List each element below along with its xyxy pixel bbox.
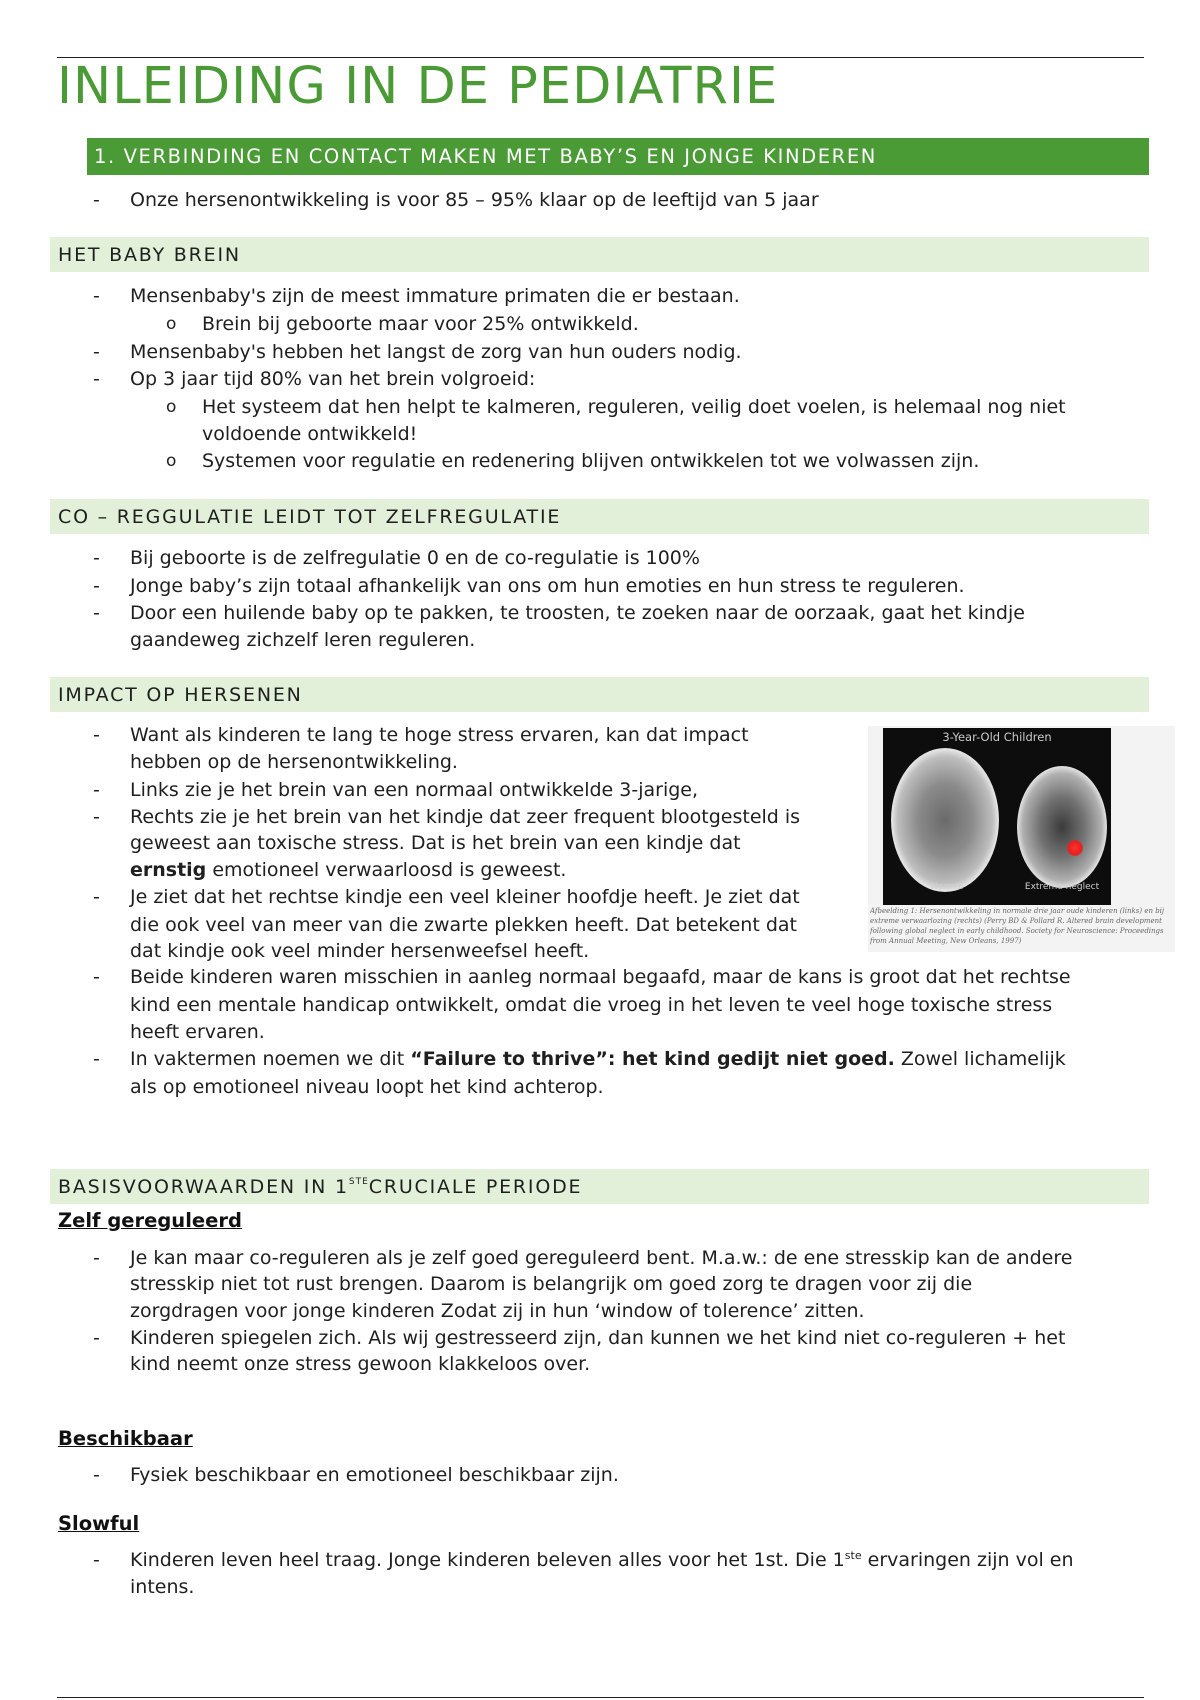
list-item-continuation: die ook veel van meer van die zwarte plekken heeft. Dat betekent dat [130, 914, 797, 936]
list-item-continuation: heeft ervaren. [130, 1021, 265, 1043]
bullet-dash: - [93, 806, 100, 828]
list-item-continuation: als op emotioneel niveau loopt het kind achterop. [130, 1076, 604, 1098]
section-heading-basisvoorwaarden [50, 1169, 1149, 1204]
bullet-dash: - [93, 1464, 100, 1486]
list-item: Mensenbaby's hebben het langst de zorg van hun ouders nodig. [130, 341, 742, 363]
figure-label-neglect: Extreme neglect [1024, 882, 1100, 892]
section-heading-coregulatie: CO – REGGULATIE LEIDT TOT ZELFREGULATIE [50, 499, 1149, 534]
list-item-continuation: kind neemt onze stress gewoon klakkeloos over. [130, 1353, 591, 1375]
bullet-dash: - [93, 341, 100, 363]
list-item-continuation [130, 857, 566, 884]
superscript: STE [348, 1176, 369, 1187]
list-item-continuation: zorgdragen voor jonge kinderen Zodat zij in hun ‘window of tolerence’ zitten. [130, 1300, 865, 1322]
figure-title: 3-Year-Old Children [942, 730, 1052, 744]
highlight-marker [1067, 840, 1083, 856]
text-span: Zowel lichamelijk [894, 1048, 1066, 1070]
bullet-circle: o [166, 451, 177, 471]
neglected-brain-scan [1017, 766, 1107, 888]
list-item: Rechts zie je het brein van het kindje dat zeer frequent blootgesteld is [130, 806, 801, 828]
list-item-continuation: stresskip niet tot rust brengen. Daarom is belangrijk om goed zorg te dragen voor zij die [130, 1273, 973, 1295]
text-span: Kinderen leven heel traag. Jonge kinderen beleven alles voor het 1st. Die 1 [130, 1549, 845, 1571]
text-span: ervaringen zijn vol en [861, 1549, 1074, 1571]
list-item: Het systeem dat hen helpt te kalmeren, reguleren, veilig doet voelen, is helemaal nog niet [202, 396, 1066, 418]
list-item-continuation: hebben op de hersenontwikkeling. [130, 751, 458, 773]
heading-text: BASISVOORWAARDEN IN 1 [58, 1175, 349, 1198]
bullet-circle: o [166, 314, 177, 334]
heading-text: CRUCIALE PERIODE [368, 1175, 583, 1198]
list-item: Kinderen spiegelen zich. Als wij gestresseerd zijn, dan kunnen we het kind niet co-reguleren + het [130, 1327, 1066, 1349]
page-title: INLEIDING IN DE PEDIATRIE [57, 57, 779, 116]
intro-text: Onze hersenontwikkeling is voor 85 – 95% klaar op de leeftijd van 5 jaar [130, 189, 819, 211]
bullet-dash: - [93, 724, 100, 746]
list-item-continuation: gaandeweg zichzelf leren reguleren. [130, 629, 476, 651]
list-item: Systemen voor regulatie en redenering blijven ontwikkelen tot we volwassen zijn. [202, 450, 980, 472]
emphasis-text: ernstig [130, 859, 207, 881]
text-span: In vaktermen noemen we dit [130, 1048, 411, 1070]
bullet-dash: - [93, 1549, 100, 1571]
list-item: Bij geboorte is de zelfregulatie 0 en de co-regulatie is 100% [130, 547, 700, 569]
list-item: Door een huilende baby op te pakken, te troosten, te zoeken naar de oorzaak, gaat het kindje [130, 602, 1025, 624]
figure-label-normal: Normal [930, 882, 964, 892]
list-item [130, 1046, 1066, 1073]
list-item-continuation: dat kindje ook veel minder hersenweefsel heeft. [130, 940, 590, 962]
subheading-beschikbaar: Beschikbaar [58, 1427, 193, 1450]
bottom-rule [57, 1697, 1144, 1698]
list-item: Links zie je het brein van een normaal ontwikkelde 3-jarige, [130, 779, 699, 801]
list-item-continuation: voldoende ontwikkeld! [202, 423, 418, 445]
list-item: Je kan maar co-reguleren als je zelf goed gereguleerd bent. M.a.w.: de ene stresskip kan de andere [130, 1247, 1073, 1269]
list-item-continuation: geweest aan toxische stress. Dat is het brein van een kindje dat [130, 832, 741, 854]
bullet-dash: - [93, 575, 100, 597]
section-heading-impact: IMPACT OP HERSENEN [50, 677, 1149, 712]
subheading-slowful: Slowful [58, 1512, 140, 1535]
list-item: Fysiek beschikbaar en emotioneel beschikbaar zijn. [130, 1464, 619, 1486]
brain-scan-figure [868, 726, 1175, 952]
figure-caption: Afbeelding 1: Hersenontwikkeling in normale drie jaar oude kinderen (links) en bij extreme verwaarlozing (rechts) (Perry BD & Pollard R. Altered brain development following global neglect in early childhood. Society for Neuroscience: Proceedings from Annual Meeting, New Orleans, 1997) [870, 907, 1165, 945]
list-item [130, 1547, 1074, 1577]
bullet-dash: - [93, 1247, 100, 1269]
bullet-dash: - [93, 368, 100, 390]
bullet-dash: - [93, 966, 100, 988]
superscript: ste [844, 1549, 862, 1562]
bullet-dash: - [93, 779, 100, 801]
bullet-dash: - [93, 285, 100, 307]
bullet-dash: - [93, 547, 100, 569]
normal-brain-scan [891, 748, 999, 892]
text-span: emotioneel verwaarloosd is geweest. [206, 859, 567, 881]
list-item: Beide kinderen waren misschien in aanleg normaal begaafd, maar de kans is groot dat het rechtse [130, 966, 1071, 988]
section-heading-baby-brein: HET BABY BREIN [50, 237, 1149, 272]
list-item: Brein bij geboorte maar voor 25% ontwikkeld. [202, 313, 639, 335]
list-item: Want als kinderen te lang te hoge stress ervaren, kan dat impact [130, 724, 749, 746]
emphasis-text: “Failure to thrive”: het kind gedijt niet goed. [410, 1048, 895, 1070]
brain-scan-image [883, 728, 1111, 905]
list-item: Jonge baby’s zijn totaal afhankelijk van ons om hun emoties en hun stress te reguleren. [130, 575, 965, 597]
list-item: Je ziet dat het rechtse kindje een veel kleiner hoofdje heeft. Je ziet dat [130, 886, 800, 908]
bullet-dash: - [93, 1048, 100, 1070]
bullet-dash: - [93, 602, 100, 624]
list-item-continuation: intens. [130, 1576, 195, 1598]
bullet-circle: o [166, 397, 177, 417]
subheading-zelf-gereguleerd: Zelf gereguleerd [58, 1209, 242, 1232]
bullet-dash: - [93, 189, 100, 211]
list-item-continuation: kind een mentale handicap ontwikkelt, omdat die vroeg in het leven te veel hoge toxische stress [130, 994, 1053, 1016]
chapter-heading: 1. VERBINDING EN CONTACT MAKEN MET BABY’S EN JONGE KINDEREN [87, 138, 1149, 175]
bullet-dash: - [93, 1327, 100, 1349]
bullet-dash: - [93, 886, 100, 908]
list-item: Mensenbaby's zijn de meest immature primaten die er bestaan. [130, 285, 740, 307]
list-item: Op 3 jaar tijd 80% van het brein volgroeid: [130, 368, 536, 390]
